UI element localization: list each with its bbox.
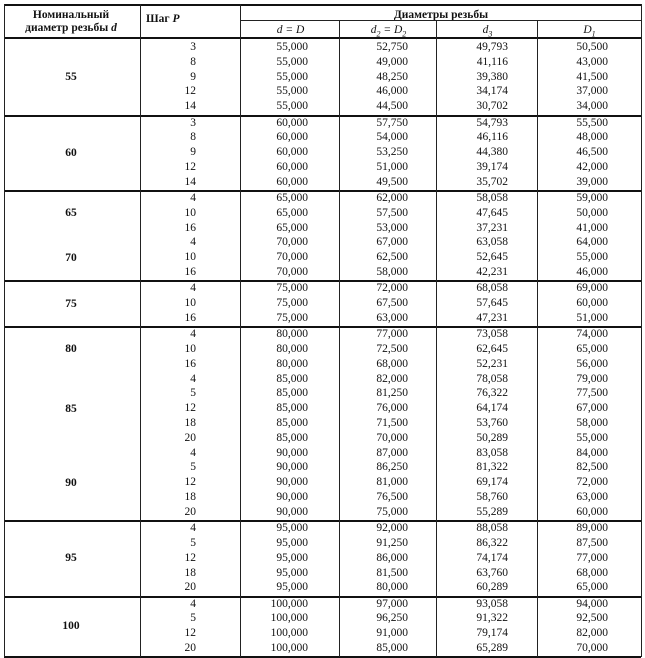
group-nominal-diameter: 75 — [65, 297, 77, 310]
cell-d: 80,000 — [276, 357, 308, 370]
cell-d3: 76,322 — [476, 387, 508, 400]
cell-pitch: 10 — [184, 251, 196, 264]
rule-block-end — [4, 115, 641, 117]
cell-pitch: 20 — [184, 431, 196, 444]
cell-d3: 74,174 — [476, 551, 508, 564]
cell-pitch: 20 — [184, 642, 196, 654]
cell-d: 60,000 — [276, 116, 308, 129]
col-d3-a: d — [482, 24, 489, 36]
cell-d: 90,000 — [276, 476, 308, 489]
cell-d3: 39,380 — [476, 70, 508, 83]
cell-d: 80,000 — [276, 343, 308, 355]
cell-D1: 65,000 — [576, 343, 608, 355]
group-nominal-diameter: 85 — [65, 402, 77, 415]
cell-pitch: 10 — [184, 206, 196, 219]
header-pitch-text: Шаг — [146, 13, 170, 25]
cell-d3: 35,702 — [476, 175, 508, 188]
group-nominal-diameter: 95 — [65, 552, 77, 565]
cell-d3: 49,793 — [476, 41, 508, 53]
cell-pitch: 12 — [184, 476, 196, 489]
header-col-D1 — [538, 24, 641, 39]
cell-d: 95,000 — [276, 551, 308, 564]
cell-D1: 37,000 — [576, 85, 608, 98]
cell-d2: 62,500 — [376, 251, 408, 264]
cell-pitch: 12 — [184, 402, 196, 415]
rule-header-mid — [240, 20, 641, 21]
cell-d2: 92,000 — [376, 522, 408, 535]
cell-d2: 63,000 — [376, 311, 408, 324]
cell-D1: 70,000 — [576, 642, 608, 654]
cell-d2: 76,000 — [376, 402, 408, 415]
cell-pitch: 4 — [190, 446, 196, 459]
cell-d2: 68,000 — [376, 357, 408, 370]
cell-d3: 68,058 — [476, 282, 508, 295]
cell-d3: 58,760 — [476, 491, 508, 503]
cell-d3: 86,322 — [476, 536, 508, 549]
cell-D1: 41,000 — [576, 221, 608, 234]
cell-d: 85,000 — [276, 431, 308, 444]
cell-D1: 67,000 — [576, 402, 608, 415]
cell-D1: 94,000 — [576, 597, 608, 610]
col-d2-sub2: 2 — [402, 29, 407, 39]
cell-pitch: 16 — [184, 311, 196, 324]
cell-d2: 71,500 — [376, 417, 408, 429]
cell-d2: 51,000 — [376, 160, 408, 173]
cell-d: 65,000 — [276, 221, 308, 234]
rule-header-bottom — [4, 37, 641, 39]
cell-pitch: 4 — [190, 328, 196, 341]
rule-block-end — [4, 520, 641, 522]
cell-pitch: 18 — [184, 491, 196, 503]
cell-d2: 81,000 — [376, 476, 408, 489]
cell-d2: 85,000 — [376, 642, 408, 654]
cell-d: 55,000 — [276, 100, 308, 113]
col-d2-sub1: 2 — [376, 29, 381, 39]
cell-d2: 87,000 — [376, 446, 408, 459]
cell-d: 55,000 — [276, 70, 308, 83]
cell-d: 70,000 — [276, 266, 308, 278]
cell-D1: 55,000 — [576, 431, 608, 444]
cell-d3: 47,231 — [476, 311, 508, 324]
rule-column — [140, 4, 141, 657]
rule-block-end — [4, 190, 641, 192]
cell-d2: 70,000 — [376, 431, 408, 444]
cell-d3: 78,058 — [476, 372, 508, 385]
cell-d3: 53,760 — [476, 417, 508, 429]
header-nominal-line1: Номинальный — [32, 9, 110, 21]
cell-D1: 42,000 — [576, 160, 608, 173]
group-nominal-diameter: 60 — [65, 146, 77, 159]
cell-d: 70,000 — [276, 236, 308, 249]
cell-D1: 79,000 — [576, 372, 608, 385]
cell-D1: 72,000 — [576, 476, 608, 489]
col-D1-a: D — [583, 24, 592, 36]
cell-pitch: 8 — [190, 131, 196, 144]
cell-d: 60,000 — [276, 131, 308, 144]
cell-D1: 84,000 — [576, 446, 608, 459]
col-d3-sub: 3 — [488, 29, 493, 39]
cell-d2: 58,000 — [376, 266, 408, 278]
cell-d: 60,000 — [276, 175, 308, 188]
header-pitch-var: P — [172, 13, 180, 25]
cell-d: 55,000 — [276, 55, 308, 68]
cell-d3: 54,793 — [476, 116, 508, 129]
header-col-d3 — [437, 24, 538, 39]
cell-pitch: 3 — [190, 41, 196, 53]
cell-d2: 75,000 — [376, 505, 408, 518]
cell-D1: 60,000 — [576, 505, 608, 518]
cell-pitch: 3 — [190, 116, 196, 129]
cell-D1: 59,000 — [576, 192, 608, 204]
cell-D1: 39,000 — [576, 175, 608, 188]
cell-d3: 81,322 — [476, 461, 508, 474]
cell-pitch: 5 — [190, 536, 196, 549]
cell-pitch: 20 — [184, 581, 196, 594]
cell-d3: 64,174 — [476, 402, 508, 415]
cell-pitch: 9 — [190, 146, 196, 159]
cell-pitch: 16 — [184, 357, 196, 370]
header-pitch — [146, 13, 180, 25]
rule-column — [240, 4, 241, 657]
cell-pitch: 10 — [184, 343, 196, 355]
cell-d: 95,000 — [276, 522, 308, 535]
cell-d: 70,000 — [276, 251, 308, 264]
cell-d2: 81,250 — [376, 387, 408, 400]
header-nominal-line2 — [5, 22, 137, 34]
cell-d: 85,000 — [276, 417, 308, 429]
cell-pitch: 4 — [190, 597, 196, 610]
cell-d2: 57,500 — [376, 206, 408, 219]
cell-d2: 67,500 — [376, 297, 408, 310]
cell-D1: 69,000 — [576, 282, 608, 295]
cell-D1: 92,500 — [576, 612, 608, 625]
cell-D1: 60,000 — [576, 297, 608, 310]
cell-pitch: 12 — [184, 160, 196, 173]
cell-pitch: 5 — [190, 461, 196, 474]
cell-D1: 87,500 — [576, 536, 608, 549]
header-col-d: d = D — [276, 24, 305, 36]
cell-d3: 62,645 — [476, 343, 508, 355]
cell-pitch: 4 — [190, 282, 196, 295]
cell-D1: 68,000 — [576, 566, 608, 579]
cell-d3: 83,058 — [476, 446, 508, 459]
cell-d3: 30,702 — [476, 100, 508, 113]
cell-d2: 49,500 — [376, 175, 408, 188]
cell-d2: 52,750 — [376, 41, 408, 53]
cell-pitch: 8 — [190, 55, 196, 68]
cell-d2: 48,250 — [376, 70, 408, 83]
cell-d2: 80,000 — [376, 581, 408, 594]
cell-pitch: 14 — [184, 175, 196, 188]
cell-D1: 50,000 — [576, 206, 608, 219]
cell-pitch: 10 — [184, 297, 196, 310]
cell-d: 100,000 — [270, 627, 308, 640]
group-nominal-diameter: 80 — [65, 343, 77, 356]
cell-d3: 57,645 — [476, 297, 508, 310]
cell-d3: 88,058 — [476, 522, 508, 535]
rule-block-end — [4, 326, 641, 328]
cell-D1: 56,000 — [576, 357, 608, 370]
cell-d: 100,000 — [270, 642, 308, 654]
cell-d2: 67,000 — [376, 236, 408, 249]
cell-d: 95,000 — [276, 566, 308, 579]
cell-pitch: 16 — [184, 221, 196, 234]
cell-d2: 49,000 — [376, 55, 408, 68]
cell-d3: 73,058 — [476, 328, 508, 341]
cell-d: 80,000 — [276, 328, 308, 341]
cell-d3: 41,116 — [476, 55, 508, 68]
cell-pitch: 14 — [184, 100, 196, 113]
cell-D1: 46,000 — [576, 266, 608, 278]
cell-D1: 82,000 — [576, 627, 608, 640]
cell-d2: 46,000 — [376, 85, 408, 98]
rule-column — [4, 4, 5, 657]
cell-d3: 55,289 — [476, 505, 508, 518]
header-nominal-text: диаметр резьбы — [25, 22, 109, 34]
cell-D1: 34,000 — [576, 100, 608, 113]
col-D1-sub: 1 — [591, 29, 596, 39]
cell-d: 100,000 — [270, 597, 308, 610]
cell-d2: 57,750 — [376, 116, 408, 129]
cell-pitch: 4 — [190, 236, 196, 249]
cell-pitch: 9 — [190, 70, 196, 83]
cell-pitch: 20 — [184, 505, 196, 518]
rule-block-end — [4, 596, 641, 598]
rule-top — [4, 4, 641, 6]
cell-d3: 63,760 — [476, 566, 508, 579]
cell-d: 75,000 — [276, 297, 308, 310]
cell-d2: 53,000 — [376, 221, 408, 234]
cell-D1: 89,000 — [576, 522, 608, 535]
cell-pitch: 4 — [190, 192, 196, 204]
cell-d3: 69,174 — [476, 476, 508, 489]
group-nominal-diameter: 100 — [62, 620, 80, 633]
cell-pitch: 12 — [184, 85, 196, 98]
cell-d: 90,000 — [276, 446, 308, 459]
col-d2-b: = D — [380, 24, 403, 36]
col-d2-a: d — [370, 24, 377, 36]
cell-d: 75,000 — [276, 282, 308, 295]
cell-pitch: 18 — [184, 566, 196, 579]
group-nominal-diameter: 55 — [65, 71, 77, 83]
cell-d: 95,000 — [276, 581, 308, 594]
cell-d2: 53,250 — [376, 146, 408, 159]
cell-pitch: 4 — [190, 372, 196, 385]
cell-D1: 51,000 — [576, 311, 608, 324]
header-nominal-var: d — [111, 22, 117, 34]
cell-pitch: 12 — [184, 551, 196, 564]
cell-pitch: 5 — [190, 612, 196, 625]
rule-column — [436, 20, 437, 657]
cell-d2: 91,000 — [376, 627, 408, 640]
cell-d: 65,000 — [276, 206, 308, 219]
cell-D1: 55,000 — [576, 251, 608, 264]
cell-d: 95,000 — [276, 536, 308, 549]
rule-column — [537, 20, 538, 657]
cell-d3: 34,174 — [476, 85, 508, 98]
cell-d3: 47,645 — [476, 206, 508, 219]
cell-d2: 81,500 — [376, 566, 408, 579]
cell-d: 55,000 — [276, 41, 308, 53]
cell-d2: 54,000 — [376, 131, 408, 144]
cell-d: 85,000 — [276, 372, 308, 385]
cell-d3: 65,289 — [476, 642, 508, 654]
cell-d3: 58,058 — [476, 192, 508, 204]
cell-d: 60,000 — [276, 160, 308, 173]
cell-d2: 62,000 — [376, 192, 408, 204]
cell-d2: 72,500 — [376, 343, 408, 355]
cell-d3: 39,174 — [476, 160, 508, 173]
cell-d: 75,000 — [276, 311, 308, 324]
header-diameters-title: Диаметры резьбы — [393, 9, 489, 21]
cell-d: 90,000 — [276, 461, 308, 474]
cell-d3: 91,322 — [476, 612, 508, 625]
cell-pitch: 12 — [184, 627, 196, 640]
rule-block-end — [4, 280, 641, 282]
group-nominal-diameter: 90 — [65, 476, 77, 489]
cell-d: 85,000 — [276, 402, 308, 415]
cell-d2: 86,000 — [376, 551, 408, 564]
cell-D1: 63,000 — [576, 491, 608, 503]
cell-pitch: 16 — [184, 266, 196, 278]
cell-d3: 46,116 — [476, 131, 508, 144]
cell-D1: 48,000 — [576, 131, 608, 144]
cell-d2: 77,000 — [376, 328, 408, 341]
cell-d2: 96,250 — [376, 612, 408, 625]
cell-D1: 77,500 — [576, 387, 608, 400]
cell-d: 90,000 — [276, 505, 308, 518]
rule-column — [339, 20, 340, 657]
cell-D1: 65,000 — [576, 581, 608, 594]
cell-d3: 52,231 — [476, 357, 508, 370]
cell-d2: 97,000 — [376, 597, 408, 610]
cell-d3: 50,289 — [476, 431, 508, 444]
cell-d3: 52,645 — [476, 251, 508, 264]
cell-d: 65,000 — [276, 192, 308, 204]
cell-d: 90,000 — [276, 491, 308, 503]
cell-d3: 44,380 — [476, 146, 508, 159]
cell-D1: 46,500 — [576, 146, 608, 159]
cell-d2: 86,250 — [376, 461, 408, 474]
group-nominal-diameter: 65 — [65, 207, 77, 220]
cell-d: 85,000 — [276, 387, 308, 400]
cell-d2: 82,000 — [376, 372, 408, 385]
cell-d: 100,000 — [270, 612, 308, 625]
cell-d3: 42,231 — [476, 266, 508, 278]
cell-pitch: 4 — [190, 522, 196, 535]
cell-d2: 76,500 — [376, 491, 408, 503]
cell-d3: 79,174 — [476, 627, 508, 640]
cell-D1: 64,000 — [576, 236, 608, 249]
rule-column — [641, 4, 642, 657]
cell-D1: 58,000 — [576, 417, 608, 429]
cell-d3: 37,231 — [476, 221, 508, 234]
cell-D1: 50,500 — [576, 41, 608, 53]
cell-d3: 93,058 — [476, 597, 508, 610]
cell-D1: 41,500 — [576, 70, 608, 83]
group-nominal-diameter: 70 — [65, 251, 77, 264]
cell-D1: 74,000 — [576, 328, 608, 341]
cell-pitch: 5 — [190, 387, 196, 400]
cell-D1: 43,000 — [576, 55, 608, 68]
header-col-d2 — [340, 24, 437, 39]
cell-d2: 91,250 — [376, 536, 408, 549]
cell-d3: 60,289 — [476, 581, 508, 594]
cell-d3: 63,058 — [476, 236, 508, 249]
cell-d: 55,000 — [276, 85, 308, 98]
cell-pitch: 18 — [184, 417, 196, 429]
cell-d2: 44,500 — [376, 100, 408, 113]
cell-d: 60,000 — [276, 146, 308, 159]
cell-D1: 55,500 — [576, 116, 608, 129]
cell-D1: 82,500 — [576, 461, 608, 474]
cell-D1: 77,000 — [576, 551, 608, 564]
cell-d2: 72,000 — [376, 282, 408, 295]
